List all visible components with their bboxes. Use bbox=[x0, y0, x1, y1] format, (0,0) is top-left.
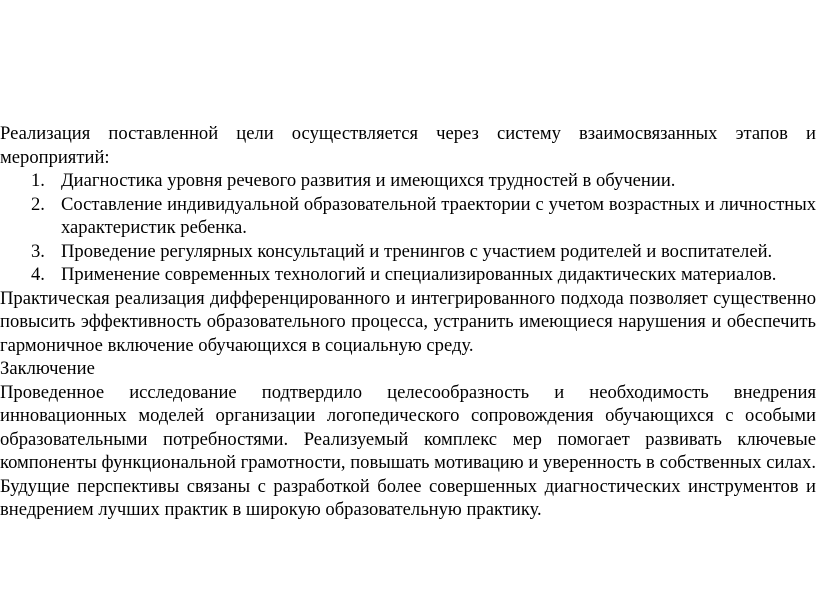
list-item bbox=[0, 263, 816, 287]
steps-list bbox=[0, 169, 816, 287]
list-item bbox=[0, 169, 816, 193]
practice-paragraph: Практическая реализация дифференцированного и интегрированного подхода позволяет существенно повысить эффективность образовательного процесса, устранить имеющиеся нарушения и обеспечить гармоничное включение обучающихся в социальную среду. bbox=[0, 287, 816, 356]
list-item-number: 1. bbox=[31, 170, 45, 191]
document-body bbox=[0, 122, 816, 522]
list-item-text: Составление индивидуальной образовательной траектории с учетом возрастных и личностных характеристик ребенка. bbox=[61, 193, 816, 238]
intro-paragraph: Реализация поставленной цели осуществляется через систему взаимосвязанных этапов и мероприятий: bbox=[0, 123, 816, 168]
list-item bbox=[0, 240, 816, 264]
list-item-number: 2. bbox=[31, 193, 45, 215]
list-item-text: Применение современных технологий и специализированных дидактических материалов. bbox=[61, 264, 777, 285]
list-item-text: Диагностика уровня речевого развития и имеющихся трудностей в обучении. bbox=[61, 170, 676, 191]
list-item-number: 4. bbox=[31, 264, 45, 285]
list-item-number: 3. bbox=[31, 240, 45, 262]
list-item-text: Проведение регулярных консультаций и тренингов с участием родителей и воспитателей. bbox=[61, 240, 773, 262]
conclusion-heading: Заключение bbox=[0, 358, 95, 379]
list-item bbox=[0, 193, 816, 240]
conclusion-paragraph: Проведенное исследование подтвердило целесообразность и необходимость внедрения инновационных моделей организации логопедического сопровождения обучающихся с особыми образовательными потребностями. Реализуемый комплекс мер помогает развивать ключевые компоненты функциональной грамотности, повышать мотивацию и уверенность в собственных силах. Будущие перспективы связаны с разработкой более совершенных диагностических инструментов и внедрением лучших практик в широкую образовательную практику. bbox=[0, 381, 816, 520]
